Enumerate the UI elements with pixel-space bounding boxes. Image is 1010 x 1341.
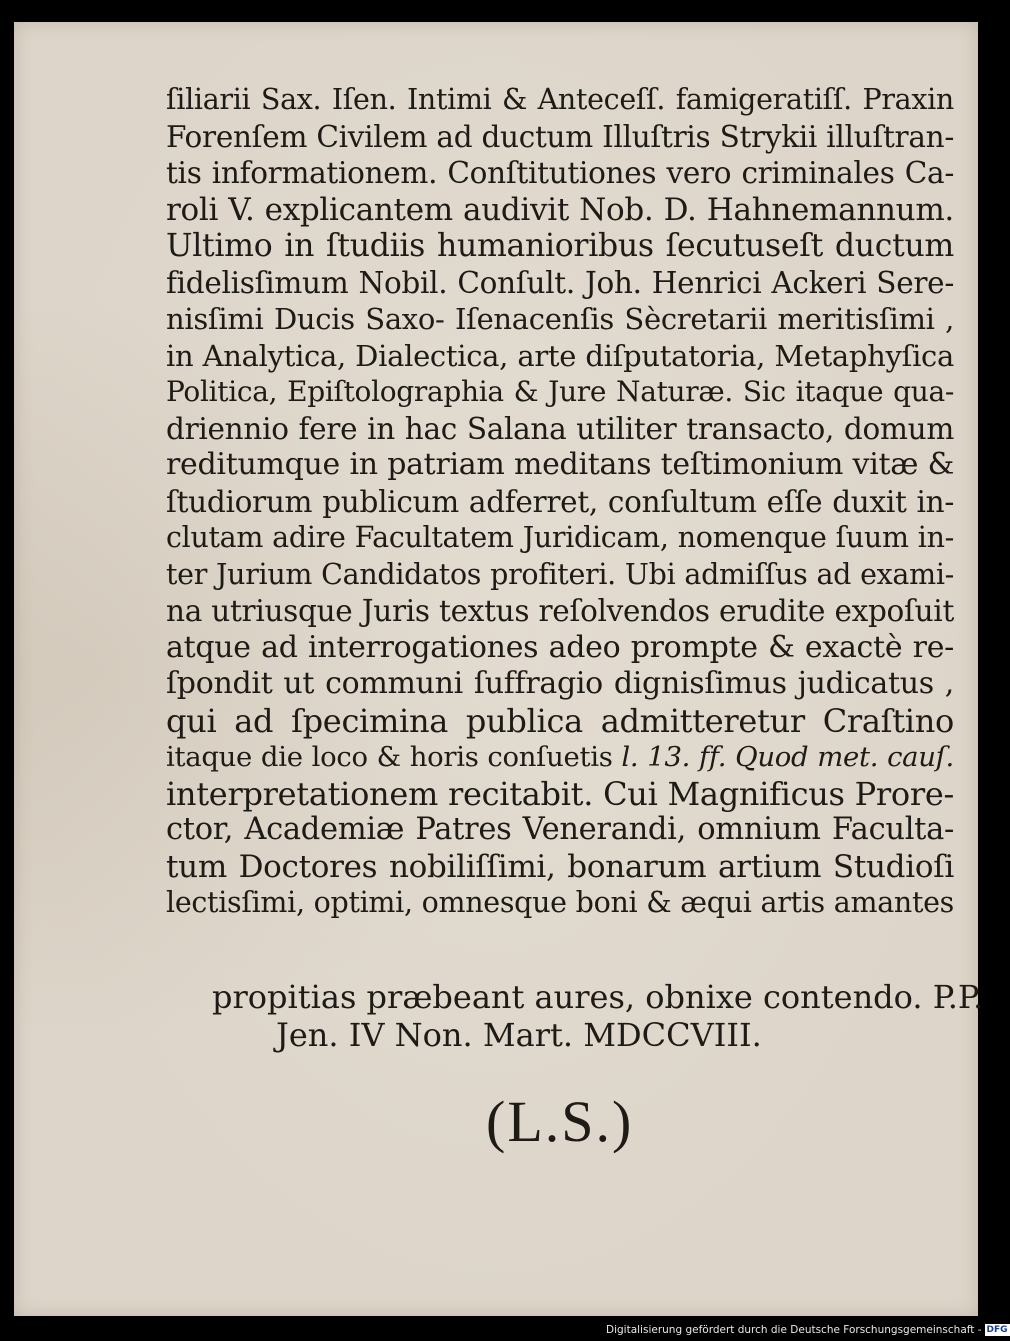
text-line-9: Politica, Epiſtolographia & Jure Naturæ. Sic itaque qua- bbox=[166, 375, 954, 408]
seal-mark: (L.S.) bbox=[486, 1089, 634, 1154]
text-line-16: atque ad interrogationes adeo prompte & exactè re- bbox=[166, 629, 954, 665]
text-line-1: ſiliarii Sax. Iſen. Intimi & Anteceſſ. famigeratiſſ. Praxin bbox=[166, 83, 954, 116]
text-line-7: nisſimi Ducis Saxo- Iſenacenſis Sècretarii meritisſimi , bbox=[166, 302, 954, 336]
text-line-15: na utriusque Juris textus reſolvendos erudite expoſuit bbox=[166, 594, 954, 628]
text-line-10: driennio fere in hac Salana utiliter transacto, domum bbox=[166, 411, 954, 446]
text-line-4: roli V. explicantem audivit Nob. D. Hahnemannum. bbox=[166, 191, 954, 228]
scanned-page bbox=[14, 22, 984, 1316]
text-line-11: reditumque in patriam meditans teſtimonium vitæ & bbox=[166, 447, 954, 482]
text-line-18: qui ad ſpecimina publica admitteretur Craſtino bbox=[166, 701, 954, 740]
text-line-14: ter Jurium Candidatos profiteri. Ubi admiſſus ad exami- bbox=[166, 557, 954, 591]
text-line-8: in Analytica, Dialectica, arte diſputatoria, Metaphyſica bbox=[166, 338, 954, 373]
text-line-19-prefix: itaque die loco & horis conſuetis bbox=[166, 741, 622, 773]
closing-line: propitias præbeant aures, obnixe contendo. P.P. bbox=[212, 978, 984, 1016]
text-line-17: ſpondit ut communi ſuffragio dignisſimus judicatus , bbox=[166, 666, 954, 701]
text-line-19 bbox=[166, 739, 954, 776]
text-line-22: tum Doctores nobiliſſimi, bonarum artium Studioſi bbox=[166, 848, 954, 885]
text-line-21: ctor, Academiæ Patres Venerandi, omnium Faculta- bbox=[166, 812, 954, 847]
text-line-13: clutam adire Facultatem Juridicam, nomenque ſuum in- bbox=[166, 521, 954, 554]
digitization-credit bbox=[606, 1324, 1010, 1336]
text-line-20: interpretationem recitabit. Cui Magnificus Prore- bbox=[166, 774, 954, 813]
body-text bbox=[166, 82, 954, 922]
date-line: Jen. IV Non. Mart. MDCCVIII. bbox=[276, 1016, 762, 1054]
legal-citation: l. 13. ff. Quod met. cauſ. bbox=[621, 741, 954, 773]
text-line-5: Ultimo in ſtudiis humanioribus ſecutuseſt ductum bbox=[166, 228, 954, 264]
text-line-2: Forenſem Civilem ad ductum Illuſtris Strykii illuſtran- bbox=[166, 119, 954, 154]
credit-text: Digitalisierung gefördert durch die Deutsche Forschungsgemeinschaft - bbox=[606, 1324, 982, 1336]
text-line-6: fidelisſimum Nobil. Conſult. Joh. Henrici Ackeri Sere- bbox=[166, 265, 954, 300]
text-line-3: tis informationem. Conſtitutiones vero criminales Ca- bbox=[166, 156, 954, 190]
text-line-23: lectisſimi, optimi, omnesque boni & æqui artis amantes bbox=[166, 886, 954, 919]
text-line-12: ſtudiorum publicum adferret, conſultum eſſe duxit in- bbox=[166, 484, 954, 519]
dfg-logo: DFG bbox=[986, 1325, 1008, 1335]
